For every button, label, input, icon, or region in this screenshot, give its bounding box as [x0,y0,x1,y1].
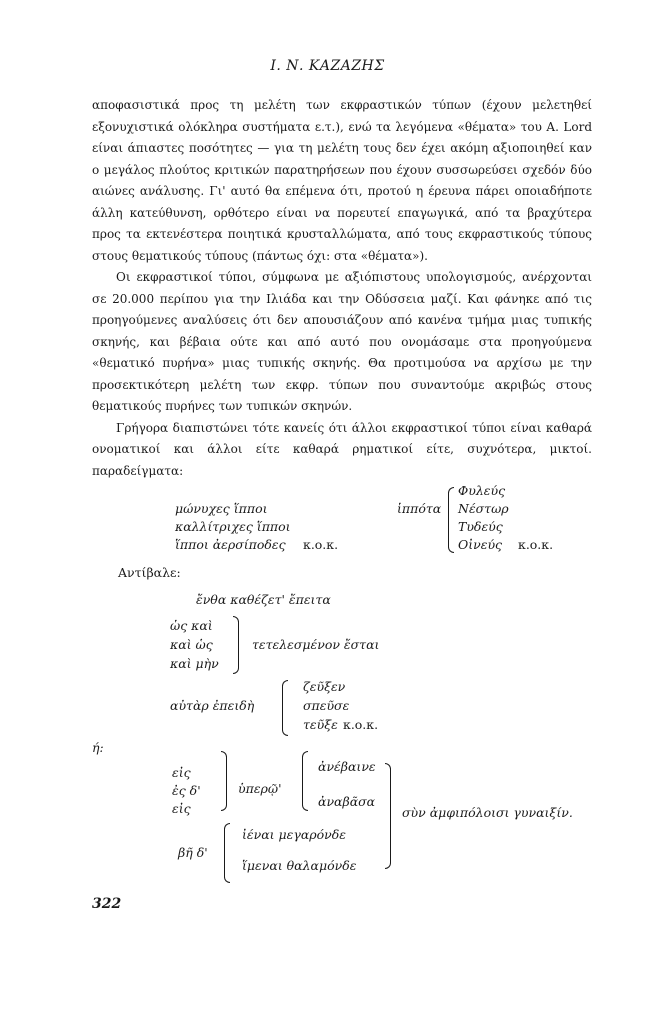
example-left-3: ἵπποι ἀερσίποδες [175,537,286,552]
example-right-1: Φυλεύς [458,483,506,498]
running-header: Ι. Ν. ΚΑΖΑΖΗΣ [270,58,385,74]
main-text [92,95,592,482]
page-number: 322 [92,896,122,912]
group-a-left-3: εἰς [172,801,191,816]
group-a-left-2: ἐς δ' [172,783,201,798]
group3-right-3: τεῦξε [303,717,338,732]
brace-group-a-right [302,751,308,811]
group3-right-1: ζεῦξεν [303,679,346,694]
example-left-2: καλλίτριχες ἵπποι [175,519,291,534]
group-b-left: βῆ δ' [178,845,208,860]
paragraph-1: αποφασιστικά προς τη μελέτη των εκφραστικών τύπων (έχουν μελετηθεί εξονυχιστικά ολόκληρα συστήματα ε.τ.), ενώ τα λεγόμενα «θέματα» του A. Lord είναι άπιαστες ποσότητες — για τη μελέτη τους δεν έχει ακόμη αξιοποιηθεί καν ο μεγάλος πλούτος κριτικών παρατηρήσεων που έχουν συσσωρεύσει σχεδόν δύο αιώνες ανάλυσης. Γι' αυτό θα επέμενα ότι, προτού η έρευνα πάρει οποιαδήποτε άλλη κατεύθυνση, ορθότερο είναι να πορευτεί επαγωγικά, από τα βραχύτερα προς τα εκτενέστερα ποιητικά κρυσταλλώματα, από τους εκφραστικούς τύπους στους θεματικούς τύπους (πάντως όχι: στα «θέματα»). [92,98,592,263]
group2-right: τετελεσμένον ἔσται [252,637,380,652]
brace-group-2 [233,616,239,674]
example-right-4: Οἰνεύς [458,537,503,552]
paragraph-2: Οι εκφραστικοί τύποι, σύμφωνα με αξιόπιστους υπολογισμούς, ανέρχονται σε 20.000 περίπου για την Ιλιάδα και την Οδύσσεια μαζί. Και φάνηκε από τις προηγούμενες αναλύσεις ότι δεν απουσιάζουν από κανένα τμήμα μιας τυπικής σκηνής, και βέβαια ούτε και από αυτό που ονομάσαμε στα προηγούμενα «θεματικό πυρήνα» μιας τυπικής σκηνής. Θα προτιμούσα να αρχίσω με την προσεκτικότερη μελέτη των εκφρ. τύπων που συναντούμε ακριβώς στους θεματικούς πυρήνες των τυπικών σκηνών. [92,270,592,413]
brace-group-b [224,823,230,883]
group-a-mid: ὑπερῷ' [238,781,282,796]
antithesis-label: Αντίβαλε: [118,565,181,580]
group-a-left-1: εἰς [172,765,191,780]
brace-example-1 [448,487,454,553]
or-label: ή: [92,740,104,755]
example-right-3: Τυδεύς [458,519,503,534]
group2-left-1: ὡς καὶ [170,618,213,633]
brace-group-3 [282,680,288,736]
final-phrase: σὺν ἀμφιπόλοισι γυναιξίν. [402,805,573,820]
example-right-etc: κ.ο.κ. [518,537,554,552]
brace-final [385,763,391,869]
antithesis-line-1: ἔνθα καθέζετ' ἔπειτα [196,592,331,607]
group2-left-2: καὶ ὡς [170,637,213,652]
group2-left-3: καὶ μὴν [170,656,219,671]
group3-etc: κ.ο.κ. [343,717,379,732]
group3-left: αὐτὰρ ἐπειδὴ [170,698,255,713]
group-b-right-1: ἰέναι μεγαρόνδε [242,827,346,842]
group3-right-2: σπεῦσε [303,698,350,713]
brace-group-a-left [221,751,227,811]
group-a-right-1: ἀνέβαινε [318,759,376,774]
group-a-right-2: ἀναβᾶσα [318,794,376,809]
example-middle: ἱππότα [397,501,442,516]
example-right-2: Νέστωρ [458,501,509,516]
example-left-etc: κ.ο.κ. [303,537,339,552]
group-b-right-2: ἵμεναι θαλαμόνδε [242,858,357,873]
example-left-1: μώνυχες ἵπποι [175,501,268,516]
paragraph-3: Γρήγορα διαπιστώνει τότε κανείς ότι άλλοι εκφραστικοί τύποι είναι καθαρά ονοματικοί και άλλοι είτε καθαρά ρηματικοί είτε, συχνότερα, μικτοί. παραδείγματα: [92,420,592,478]
